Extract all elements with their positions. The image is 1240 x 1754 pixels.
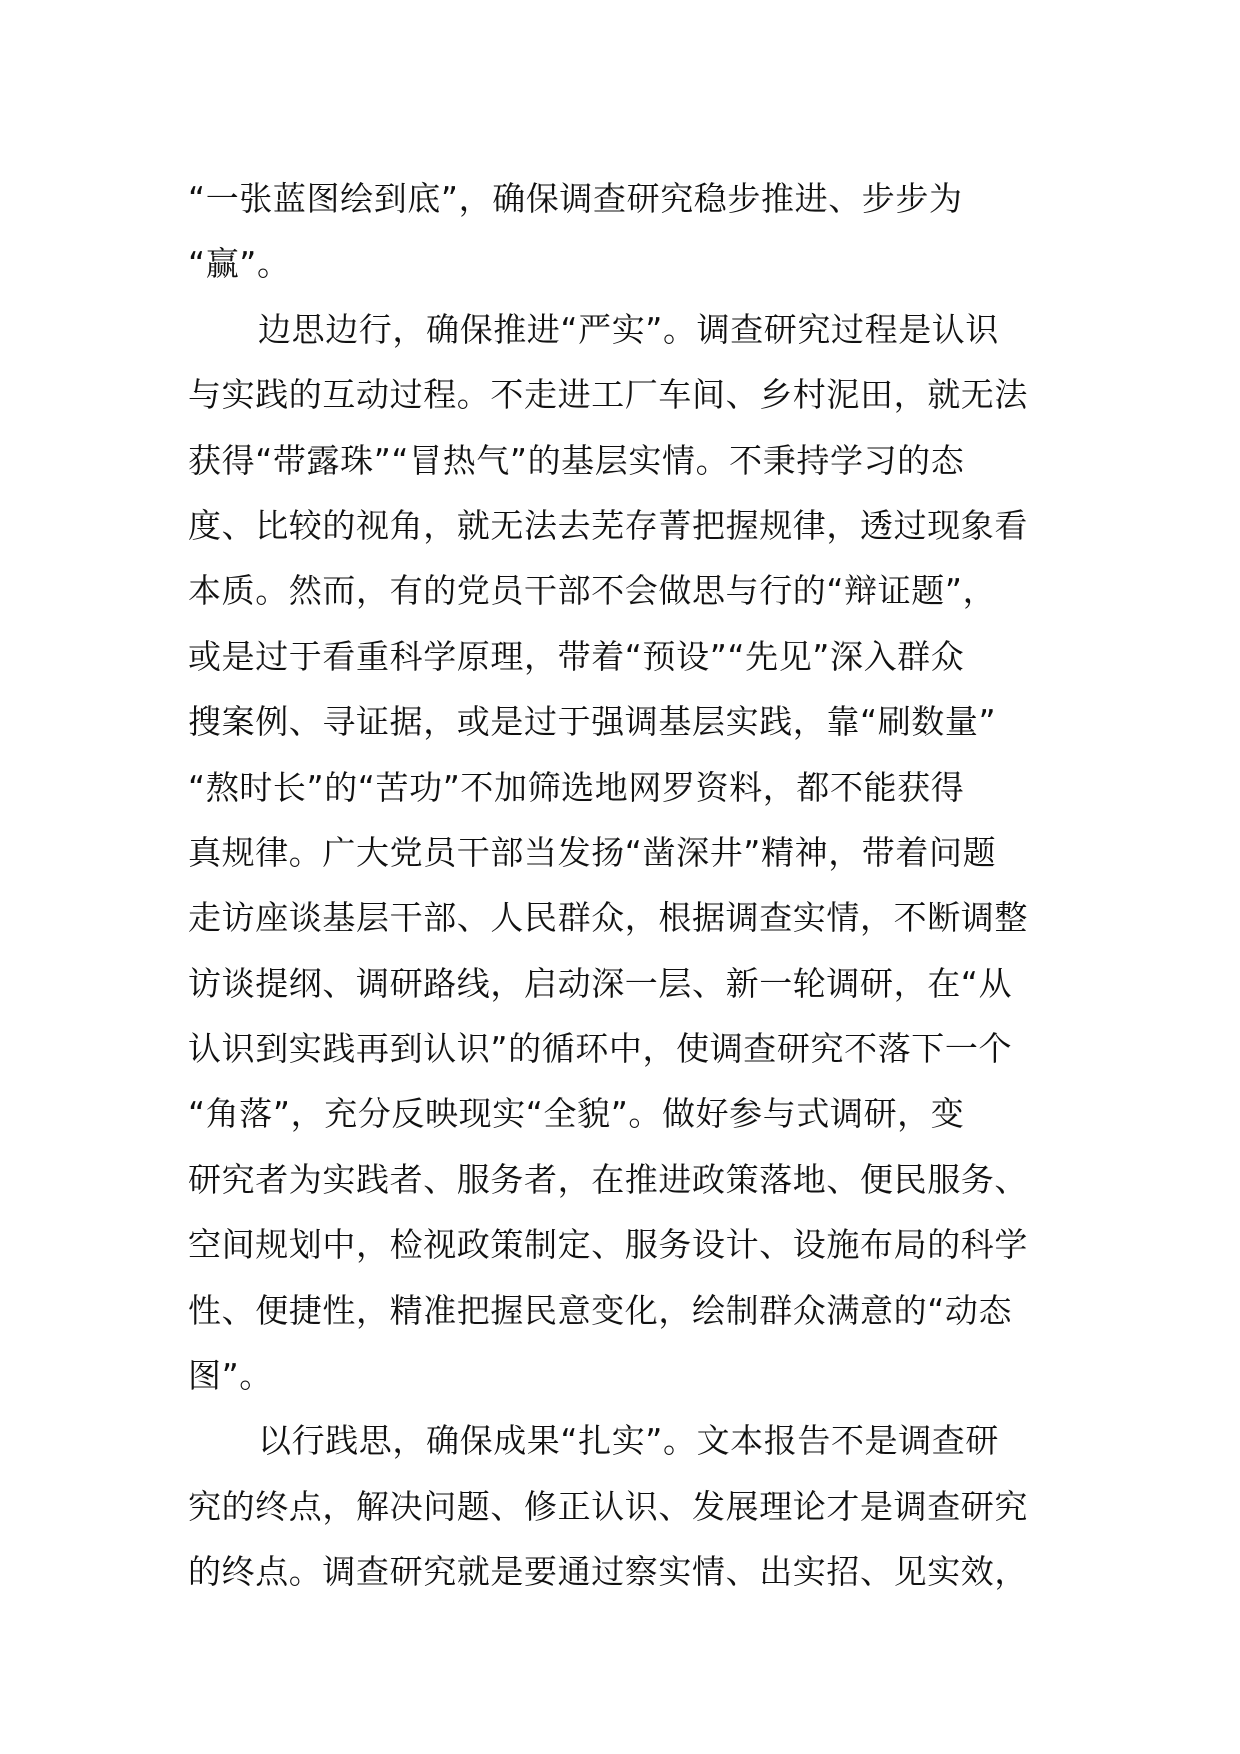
text-line: 性、便捷性，精准把握民意变化，绘制群众满意的“动态 — [188, 1290, 1013, 1330]
text-line: 真规律。广大党员干部当发扬“凿深井”精神，带着问题 — [188, 832, 997, 872]
paragraph-start-line: 边思边行，确保推进“严实”。调查研究过程是认识 — [258, 309, 999, 349]
text-line: “熬时长”的“苦功”不加筛选地网罗资料，都不能获得 — [188, 767, 965, 807]
text-line: “赢”。 — [188, 244, 291, 284]
text-line: 图”。 — [188, 1356, 273, 1396]
text-line: “一张蓝图绘到底”，确保调查研究稳步推进、步步为 — [188, 179, 963, 218]
text-line: 认识到实践再到认识”的循环中，使调查研究不落下一个 — [188, 1029, 1013, 1069]
text-line: 或是过于看重科学原理，带着“预设”“先见”深入群众 — [188, 636, 965, 676]
text-line: 与实践的互动过程。不走进工厂车间、乡村泥田，就无法 — [188, 375, 1028, 415]
text-line: “角落”，充分反映现实“全貌”。做好参与式调研，变 — [188, 1094, 965, 1134]
text-line: 究的终点，解决问题、修正认识、发展理论才是调查研究 — [188, 1486, 1028, 1526]
text-line: 研究者为实践者、服务者，在推进政策落地、便民服务、 — [188, 1159, 1028, 1199]
body-text — [188, 166, 1068, 1605]
text-line: 的终点。调查研究就是要通过察实情、出实招、见实效， — [188, 1552, 1028, 1592]
text-line: 空间规划中，检视政策制定、服务设计、设施布局的科学 — [188, 1225, 1028, 1265]
paragraph-start-line: 以行践思，确保成果“扎实”。文本报告不是调查研 — [258, 1421, 999, 1461]
text-line: 获得“带露珠”“冒热气”的基层实情。不秉持学习的态 — [188, 440, 965, 480]
text-line: 度、比较的视角，就无法去芜存菁把握规律，透过现象看 — [188, 505, 1028, 545]
text-line: 走访座谈基层干部、人民群众，根据调查实情，不断调整 — [188, 898, 1028, 938]
text-line: 访谈提纲、调研路线，启动深一层、新一轮调研，在“从 — [188, 963, 1013, 1003]
text-line: 搜案例、寻证据，或是过于强调基层实践，靠“刷数量” — [188, 702, 997, 742]
text-line: 本质。然而，有的党员干部不会做思与行的“辩证题”， — [188, 571, 997, 611]
